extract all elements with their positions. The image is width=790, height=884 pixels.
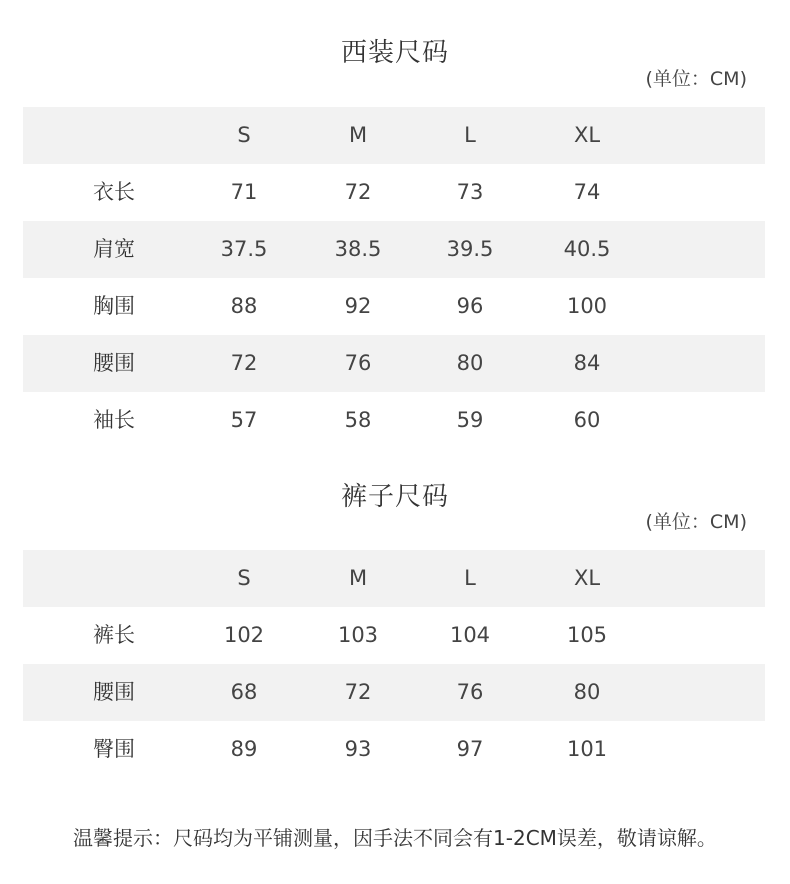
table-cell: 68 (230, 680, 258, 704)
table-row (23, 221, 765, 278)
suit-header-cell: S (237, 123, 251, 147)
row-label: 衣长 (93, 180, 135, 204)
table-cell: 74 (573, 180, 601, 204)
table-cell: 80 (456, 351, 484, 375)
table-cell: 84 (573, 351, 601, 375)
table-cell: 73 (456, 180, 484, 204)
table-cell: 101 (566, 737, 608, 761)
table-cell: 38.5 (334, 237, 382, 261)
suit-header-cell: L (464, 123, 476, 147)
suit-header-cell: XL (573, 123, 601, 147)
row-label: 肩宽 (93, 237, 135, 261)
table-cell: 80 (573, 680, 601, 704)
pants-header-cell: S (237, 566, 251, 590)
table-cell: 57 (230, 408, 258, 432)
suit-header-cell (64, 107, 164, 164)
table-cell: 60 (573, 408, 601, 432)
suit-header-cell: M (348, 123, 368, 147)
table-cell: 100 (566, 294, 608, 318)
table-cell: 96 (456, 294, 484, 318)
row-label: 腰围 (93, 351, 135, 375)
suit-size-title: 西装尺码 (340, 38, 449, 68)
table-cell: 71 (230, 180, 258, 204)
table-cell: 97 (456, 737, 484, 761)
measurement-note: 温馨提示：尺码均为平铺测量，因手法不同会有1-2CM误差，敬请谅解。 (73, 826, 717, 850)
table-cell: 76 (344, 351, 372, 375)
table-cell: 72 (344, 180, 372, 204)
table-cell: 93 (344, 737, 372, 761)
table-cell: 76 (456, 680, 484, 704)
table-cell: 89 (230, 737, 258, 761)
suit-unit-label: (单位：CM) (645, 68, 747, 90)
table-row (23, 278, 765, 335)
pants-size-table (23, 550, 765, 778)
table-row (23, 164, 765, 221)
table-cell: 37.5 (220, 237, 268, 261)
row-label: 袖长 (93, 408, 135, 432)
table-cell: 103 (337, 623, 379, 647)
table-cell: 59 (456, 408, 484, 432)
table-cell: 58 (344, 408, 372, 432)
table-cell: 88 (230, 294, 258, 318)
pants-header-cell: M (348, 566, 368, 590)
pants-header-row (23, 550, 765, 607)
suit-header-row (23, 107, 765, 164)
row-label: 胸围 (93, 294, 135, 318)
table-cell: 72 (344, 680, 372, 704)
table-cell: 39.5 (446, 237, 494, 261)
table-row (23, 664, 765, 721)
table-cell: 72 (230, 351, 258, 375)
pants-header-cell (64, 550, 164, 607)
pants-header-cell: L (464, 566, 476, 590)
table-cell: 92 (344, 294, 372, 318)
pants-size-title: 裤子尺码 (340, 482, 449, 512)
suit-size-table (23, 107, 765, 449)
table-cell: 104 (449, 623, 491, 647)
table-cell: 40.5 (563, 237, 611, 261)
row-label: 腰围 (93, 680, 135, 704)
pants-header-cell: XL (573, 566, 601, 590)
table-cell: 105 (566, 623, 608, 647)
pants-unit-label: (单位：CM) (645, 511, 747, 533)
table-row (23, 607, 765, 664)
table-row (23, 392, 765, 449)
row-label: 臀围 (93, 737, 135, 761)
table-cell: 102 (223, 623, 265, 647)
table-row (23, 721, 765, 778)
table-row (23, 335, 765, 392)
row-label: 裤长 (93, 623, 135, 647)
